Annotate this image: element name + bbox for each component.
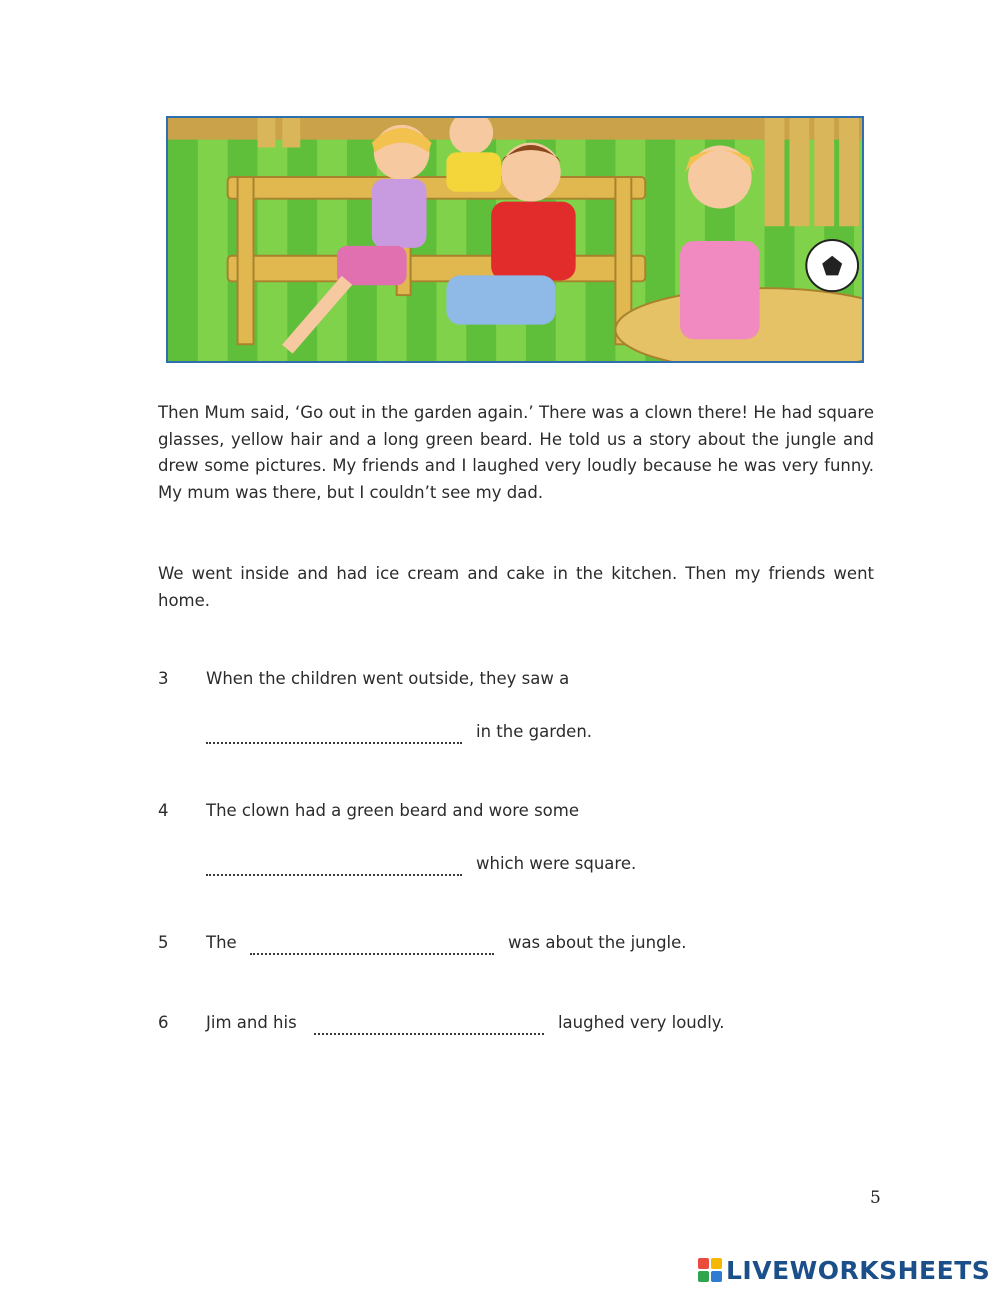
- question-5: [158, 931, 687, 955]
- liveworksheets-brand[interactable]: [698, 1254, 990, 1286]
- answer-blank-5[interactable]: [250, 935, 494, 955]
- liveworksheets-logo-icon: [698, 1258, 722, 1282]
- answer-blank-6[interactable]: [314, 1015, 544, 1035]
- page-number: 5: [870, 1188, 881, 1208]
- answer-blank-4[interactable]: [206, 856, 462, 876]
- logo-square-icon: [698, 1258, 709, 1269]
- logo-square-icon: [698, 1271, 709, 1282]
- answer-suffix-text: in the garden.: [476, 722, 593, 741]
- question-4: [158, 799, 579, 823]
- garden-scene-image: [168, 118, 862, 361]
- question-3: [158, 667, 569, 691]
- question-text: The clown had a green beard and wore some: [206, 801, 579, 820]
- question-number: 3: [158, 669, 169, 688]
- question-4-answer-line: [206, 852, 636, 876]
- question-text: When the children went outside, they saw a: [206, 669, 570, 688]
- answer-suffix-text: laughed very loudly.: [557, 1013, 725, 1032]
- brand-name: LIVEWORKSHEETS: [726, 1255, 991, 1285]
- question-text-before: Jim and his: [206, 1013, 297, 1032]
- story-paragraph-1: Then Mum said, ‘Go out in the garden again.’ There was a clown there! He had square glasses, yellow hair and a long green beard. He told us a story about the jungle and drew some pictures. My friends and I laughed very loudly because he was very funny. My mum was there, but I couldn’t see my dad.: [158, 403, 874, 502]
- question-3-answer-line: [206, 720, 592, 744]
- logo-square-icon: [711, 1258, 722, 1269]
- question-number: 4: [158, 801, 169, 820]
- logo-square-icon: [711, 1271, 722, 1282]
- answer-suffix-text: which were square.: [476, 854, 637, 873]
- question-6: [158, 1011, 724, 1035]
- answer-blank-3[interactable]: [206, 724, 462, 744]
- question-number: 5: [158, 933, 169, 952]
- garden-illustration: [166, 116, 864, 363]
- answer-suffix-text: was about the jungle.: [507, 933, 687, 952]
- question-number: 6: [158, 1013, 169, 1032]
- story-paragraph-2: We went inside and had ice cream and cake in the kitchen. Then my friends went home.: [158, 564, 874, 610]
- question-text-before: The: [206, 933, 237, 952]
